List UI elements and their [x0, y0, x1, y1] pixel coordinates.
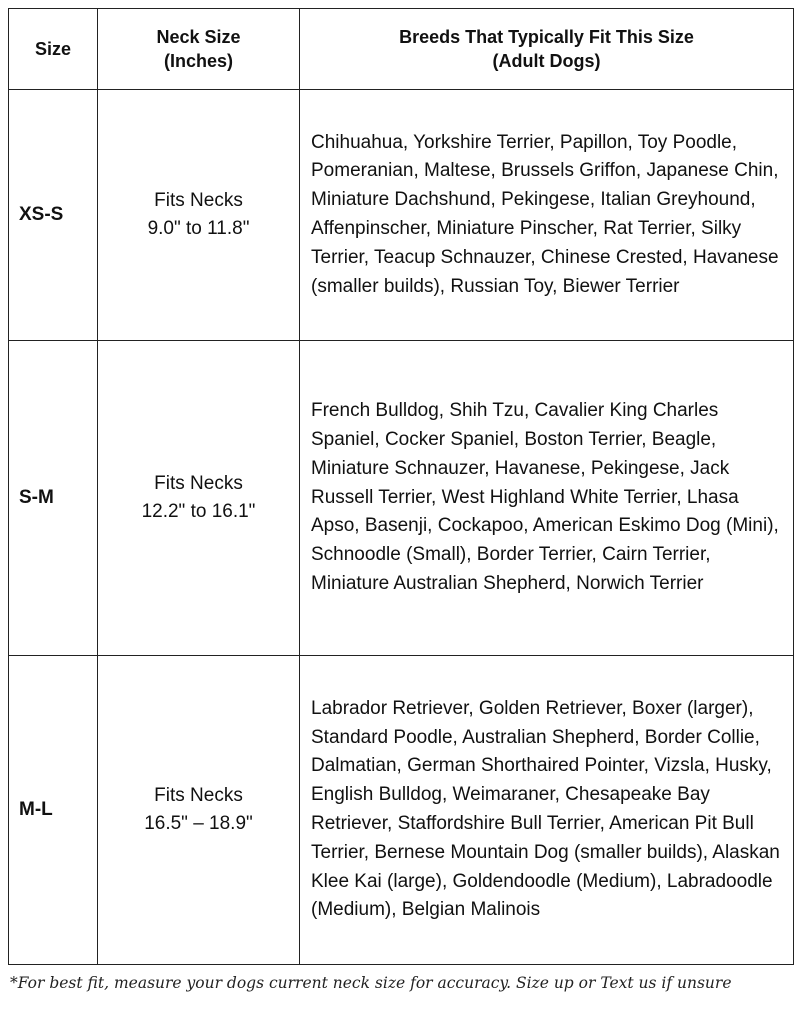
neck-range-line2: 16.5" – 18.9"	[144, 813, 253, 834]
breeds-list: French Bulldog, Shih Tzu, Cavalier King Charles Spaniel, Cocker Spaniel, Boston Terrier, Beagle, Miniature Schnauzer, Havanese, Pekingese, Jack Russell Terrier, West Highland White Terrier, Lhasa Apso, Basenji, Cockapoo, American Eskimo Dog (Mini), Schnoodle (Small), Border Terrier, Cairn Terrier, Miniature Australian Shepherd, Norwich Terrier	[300, 341, 794, 656]
header-breeds	[300, 9, 794, 90]
neck-range	[98, 341, 300, 656]
table-row	[9, 90, 794, 341]
header-breeds-line1: Breeds That Typically Fit This Size	[399, 26, 694, 47]
header-breeds-line2: (Adult Dogs)	[492, 51, 601, 71]
neck-range-line1: Fits Necks	[154, 190, 243, 212]
table-row	[9, 341, 794, 656]
breeds-list: Labrador Retriever, Golden Retriever, Boxer (larger), Standard Poodle, Australian Shepherd, Border Collie, Dalmatian, German Shorthaired Pointer, Vizsla, Husky, English Bulldog, Weimaraner, Chesapeake Bay Retriever, Staffordshire Bull Terrier, American Pit Bull Terrier, Bernese Mountain Dog (smaller builds), Alaskan Klee Kai (large), Goldendoodle (Medium), Labradoodle (Medium), Belgian Malinois	[300, 656, 794, 965]
neck-range	[98, 656, 300, 965]
size-chart-table	[8, 8, 794, 965]
neck-range-line2: 9.0" to 11.8"	[147, 218, 250, 239]
neck-range-line2: 12.2" to 16.1"	[141, 501, 256, 522]
header-size-label: Size	[34, 38, 72, 59]
header-neck-size	[98, 9, 300, 90]
table-row	[9, 656, 794, 965]
table-header-row	[9, 9, 794, 90]
header-size	[9, 9, 98, 90]
size-label: XS-S	[9, 90, 98, 341]
breeds-list: Chihuahua, Yorkshire Terrier, Papillon, Toy Poodle, Pomeranian, Maltese, Brussels Griffon, Japanese Chin, Miniature Dachshund, Pekingese, Italian Greyhound, Affenpinscher, Miniature Pinscher, Rat Terrier, Silky Terrier, Teacup Schnauzer, Chinese Crested, Havanese (smaller builds), Russian Toy, Biewer Terrier	[300, 90, 794, 341]
neck-range-line1: Fits Necks	[154, 473, 243, 495]
neck-range-line1: Fits Necks	[154, 785, 243, 807]
header-neck-line1: Neck Size	[156, 26, 241, 47]
neck-range	[98, 90, 300, 341]
size-label: S-M	[9, 341, 98, 656]
size-label: M-L	[9, 656, 98, 965]
footnote: *For best fit, measure your dogs current neck size for accuracy. Size up or Text us if unsure	[10, 974, 732, 992]
header-neck-line2: (Inches)	[163, 51, 233, 71]
